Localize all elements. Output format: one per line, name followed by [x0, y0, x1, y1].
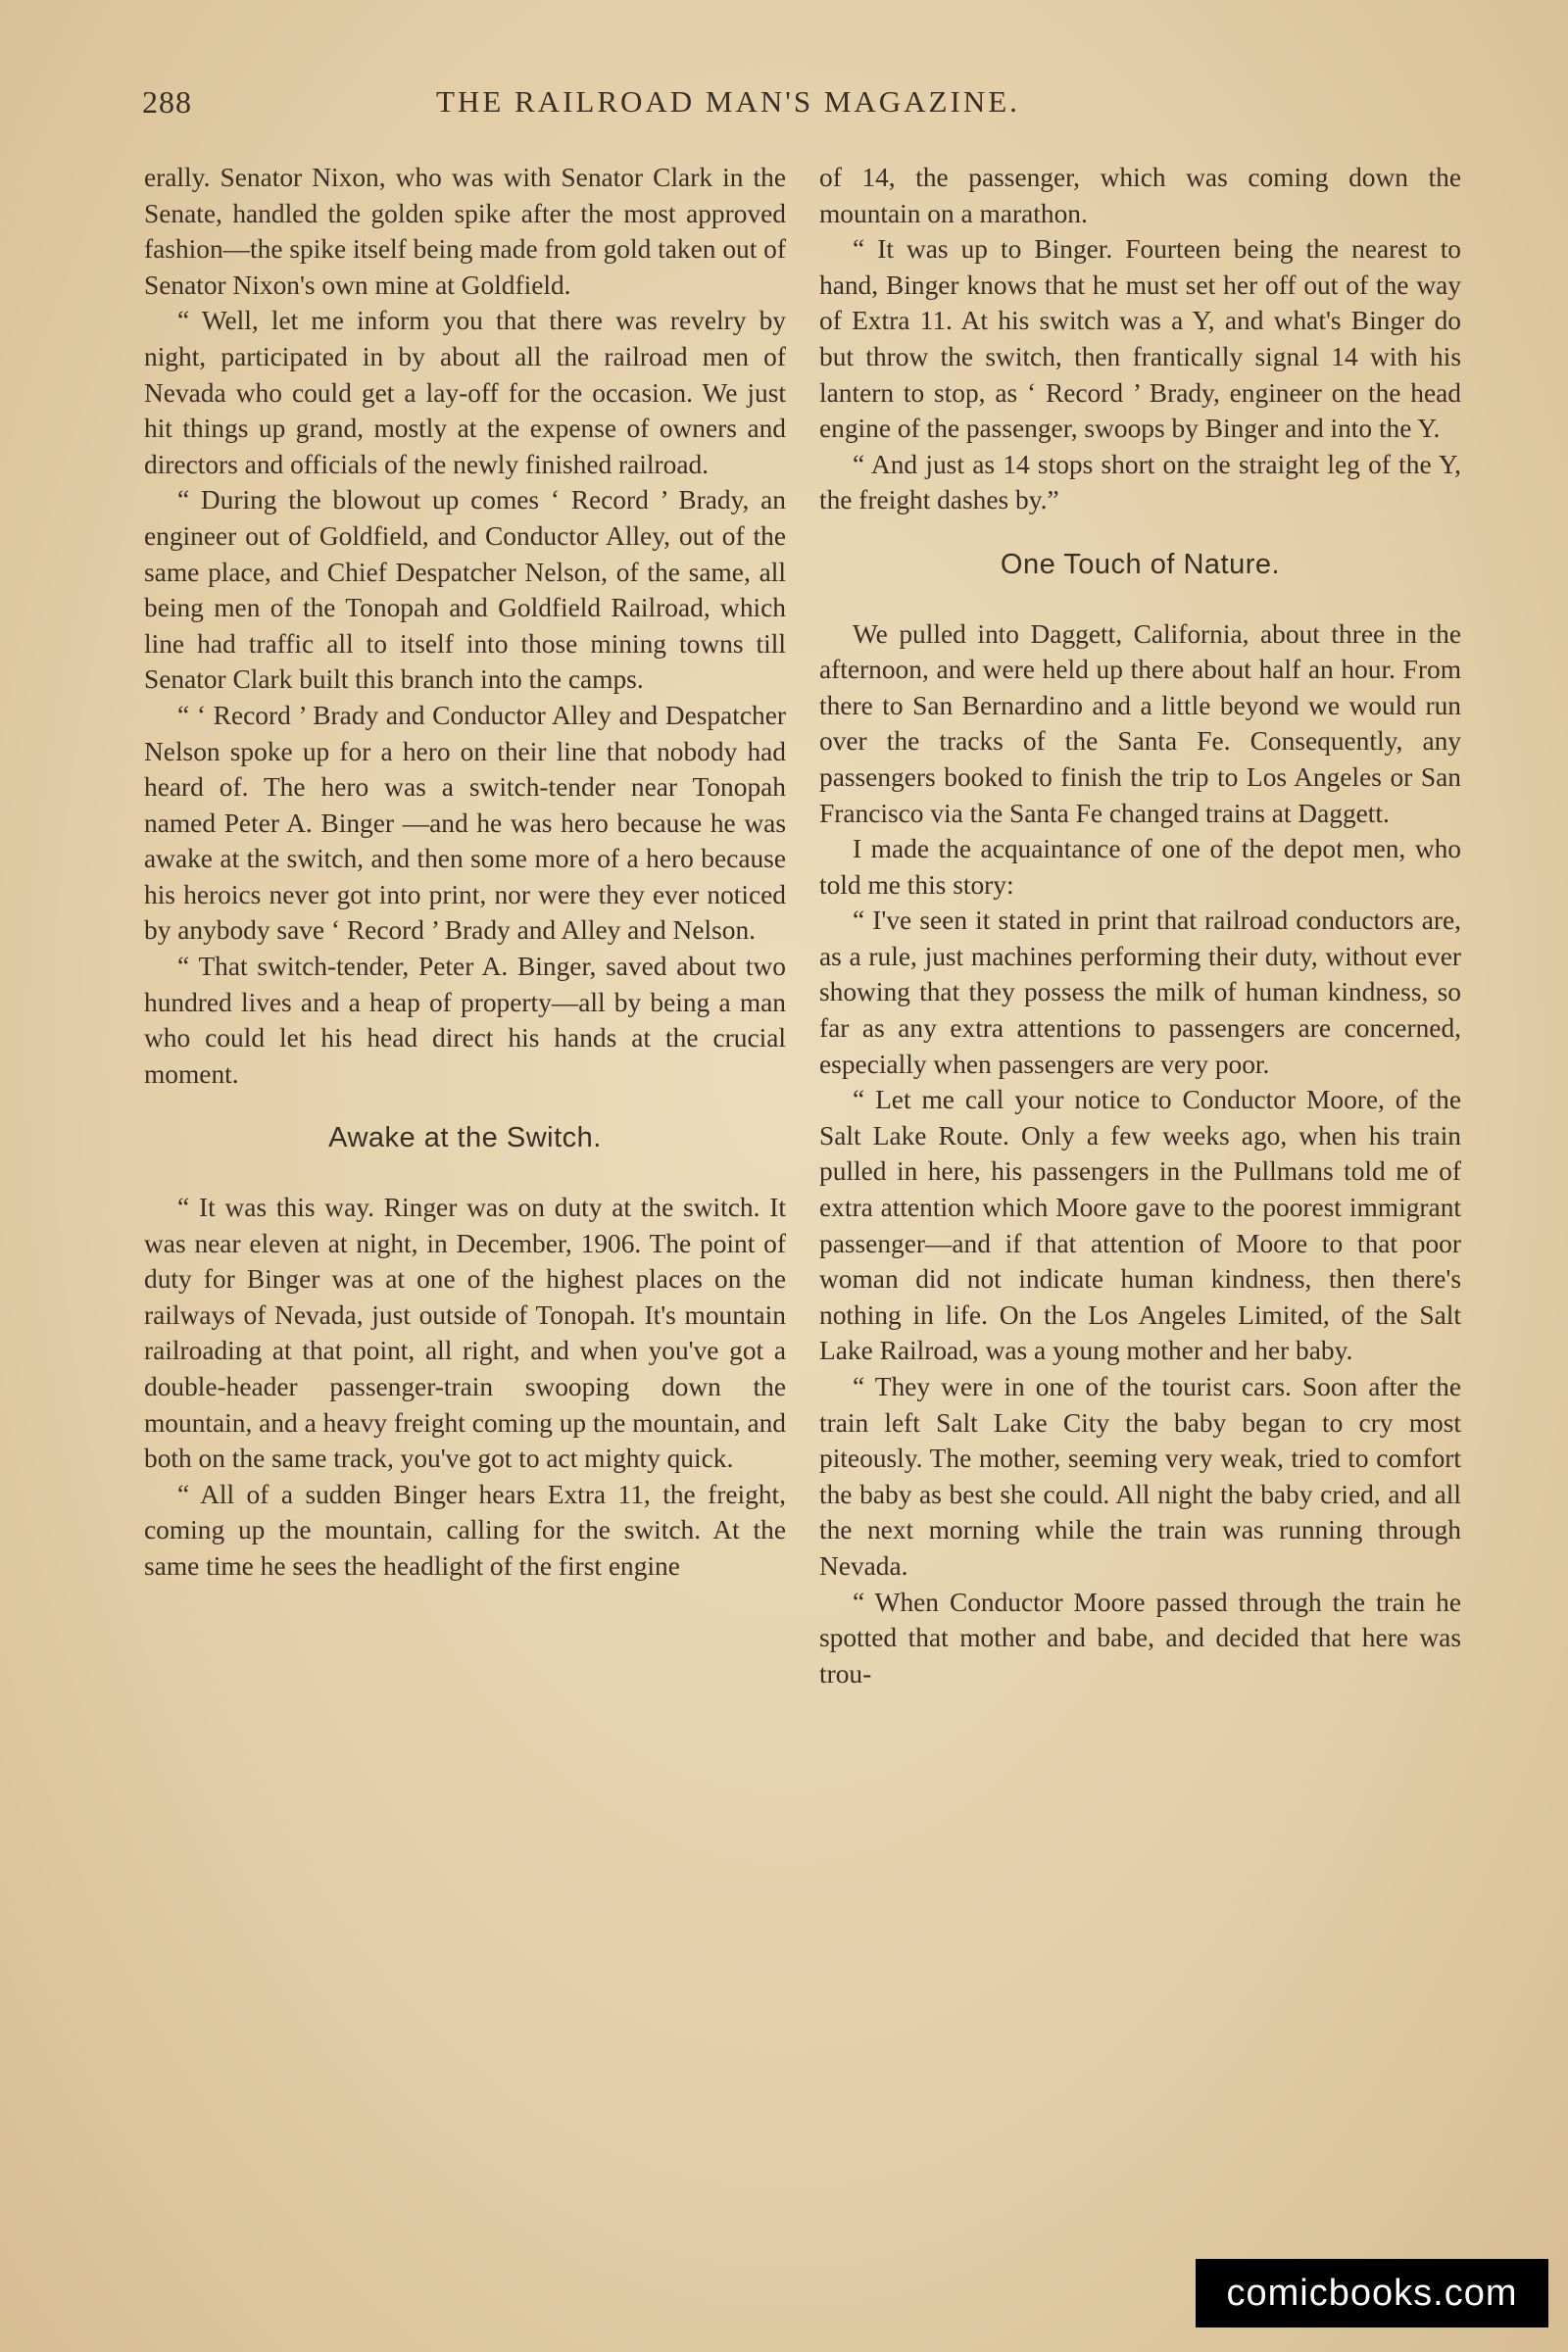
paragraph: of 14, the passenger, which was coming down the mountain on a marathon.: [819, 163, 1461, 228]
section-heading: One Touch of Nature.: [1000, 548, 1281, 580]
paragraph: “ When Conductor Moore passed through the train he spotted that mother and babe, and decided that here was trou-: [819, 1587, 1461, 1689]
paragraph: “ It was up to Binger. Fourteen being the nearest to hand, Binger knows that he must set her off out of the way of Extra 11. At his switch was a Y, and what's Binger do but throw the switch, then frantically signal 14 with his lantern to stop, as ‘ Record ’ Brady, engineer on the head engine of the passenger, swoops by Binger and into the Y.: [819, 234, 1461, 444]
running-title: THE RAILROAD MAN'S MAGAZINE.: [436, 84, 1020, 119]
paragraph: “ I've seen it stated in print that railroad conductors are, as a rule, just machines performing their duty, without ever showing that they possess the milk of human kindness, so far as any extra attentions to passengers are concerned, especially when passengers are very poor.: [819, 906, 1461, 1079]
paragraph: “ Well, let me inform you that there was revelry by night, participated in by about all the railroad men of Nevada who could get a lay-off for the occasion. We just hit things up grand, mostly at the expense of owners and directors and officials of the newly finished railroad.: [144, 306, 786, 479]
paragraph: “ During the blowout up comes ‘ Record ’ Brady, an engineer out of Goldfield, and Conductor Alley, out of the same place, and Chief Despatcher Nelson, of the same, all being men of the Tonopah and Goldfield Railroad, which line had traffic all to itself into those mining towns till Senator Clark built this branch into the camps.: [144, 485, 786, 695]
watermark-badge: [1196, 2259, 1548, 2328]
paragraph: “ Let me call your notice to Conductor Moore, of the Salt Lake Route. Only a few weeks ago, when his train pulled in here, his passengers in the Pullmans told me of extra attention which Moore gave to the poorest immigrant passenger—and if that attention of Moore to that poor woman did not indicate human kindness, then there's nothing in life. On the Los Angeles Limited, of the Salt Lake Railroad, was a young mother and her baby.: [819, 1085, 1461, 1366]
paragraph: “ ‘ Record ’ Brady and Conductor Alley and Despatcher Nelson spoke up for a hero on their line that nobody had heard of. The hero was a switch-tender near Tonopah named Peter A. Binger —and he was hero because he was awake at the switch, and then some more of a hero because his heroics never got into print, nor were they ever noticed by anybody save ‘ Record ’ Brady and Alley and Nelson.: [144, 700, 786, 946]
right-column: [819, 160, 1461, 1691]
paragraph: We pulled into Daggett, California, about three in the afternoon, and were held up there about half an hour. From there to San Bernardino and a little beyond we would run over the tracks of the Santa Fe. Consequently, any passengers booked to finish the trip to Los Angeles or San Francisco via the Santa Fe changed trains at Daggett.: [819, 618, 1461, 828]
watermark-text: comicbooks.com: [1226, 2272, 1518, 2314]
paragraph: I made the acquaintance of one of the depot men, who told me this story:: [819, 834, 1461, 900]
paragraph: erally. Senator Nixon, who was with Senator Clark in the Senate, handled the golden spike after the most approved fashion—the spike itself being made from gold taken out of Senator Nixon's own mine at Goldfield.: [144, 163, 786, 300]
paragraph: “ It was this way. Ringer was on duty at the switch. It was near eleven at night, in December, 1906. The point of duty for Binger was at one of the highest places on the railways of Nevada, just outside of Tonopah. It's mountain railroading at that point, all right, and when you've got a double-header passenger-train swooping down the mountain, and a heavy freight coming up the mountain, and both on the same track, you've got to act mighty quick.: [144, 1193, 786, 1474]
section-heading: Awake at the Switch.: [328, 1122, 602, 1154]
page-header: [142, 84, 1465, 133]
page-number: 288: [142, 84, 192, 120]
paragraph: “ And just as 14 stops short on the straight leg of the Y, the freight dashes by.”: [819, 449, 1461, 515]
paragraph: “ They were in one of the tourist cars. Soon after the train left Salt Lake City the baby began to cry most piteously. The mother, seeming very weak, tried to comfort the baby as best she could. All night the baby cried, and all the next morning while the train was running through Nevada.: [819, 1372, 1461, 1581]
paragraph: “ That switch-tender, Peter A. Binger, saved about two hundred lives and a heap of property—all by being a man who could let his head direct his hands at the crucial moment.: [144, 952, 786, 1089]
paragraph: “ All of a sudden Binger hears Extra 11, the freight, coming up the mountain, calling for the switch. At the same time he sees the headlight of the first engine: [144, 1479, 786, 1581]
left-column: [144, 160, 786, 1585]
